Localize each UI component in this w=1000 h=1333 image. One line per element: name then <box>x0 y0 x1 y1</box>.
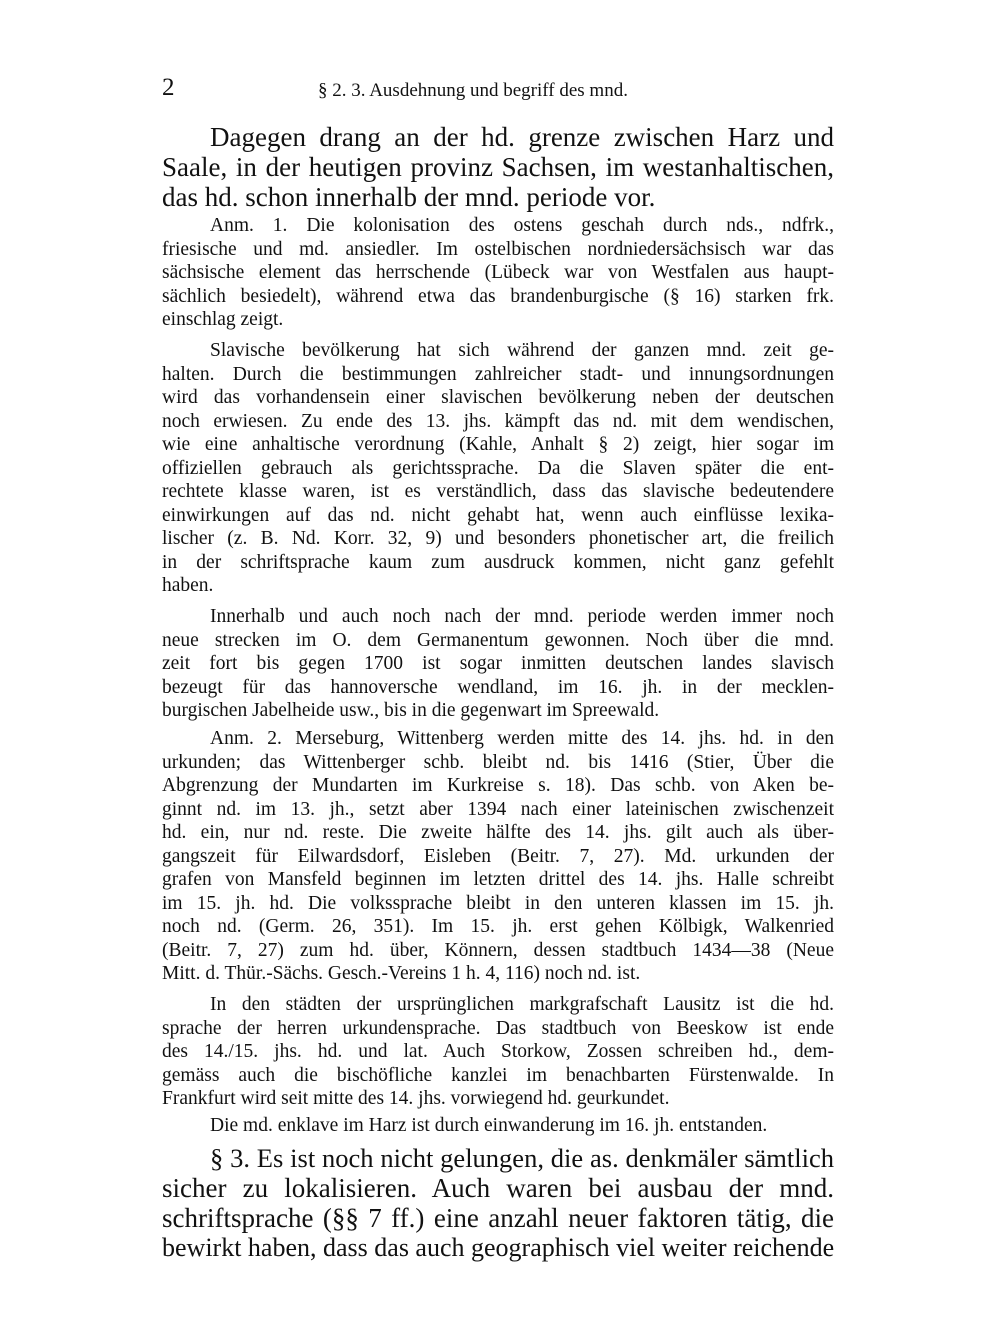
text-line: Saale, in der heutigen provinz Sachsen, im westanhaltischen, <box>162 152 834 182</box>
text-line: einschlag zeigt. <box>162 309 284 330</box>
text-line: schriftsprache (§§ 7 ff.) eine anzahl neuer faktoren tätig, die <box>162 1203 834 1233</box>
note-anm-2 <box>162 727 834 986</box>
paragraph-intro <box>162 122 834 212</box>
text-line: haben. <box>162 575 214 596</box>
text-line: rechtete klasse waren, ist es verständlich, dass das slavische bedeutendere <box>162 481 834 502</box>
text-line: gangszeit für Eilwardsdorf, Eisleben (Beitr. 7, 27). Md. urkunden der <box>162 845 834 867</box>
text-line: offiziellen gebrauch als gerichtssprache. Da die Slaven später die ent- <box>162 457 834 479</box>
text-line: wie eine anhaltische verordnung (Kahle, Anhalt § 2) zeigt, hier sogar im <box>162 434 834 455</box>
text-line: § 3. Es ist noch nicht gelungen, die as. denkmäler sämtlich <box>210 1143 834 1173</box>
text-line: Frankfurt wird seit mitte des 14. jhs. vorwiegend hd. geurkundet. <box>162 1088 670 1109</box>
text-line: Anm. 1. Die kolonisation des ostens geschah durch nds., ndfrk., <box>210 215 834 236</box>
text-line: (Beitr. 7, 27) zum hd. über, Könnern, dessen stadtbuch 1434—38 (Neue <box>162 939 834 961</box>
text-line: bewirkt haben, dass das auch geographisch viel weiter reichende <box>162 1233 834 1262</box>
text-line: Mitt. d. Thür.-Sächs. Gesch.-Vereins 1 h. 4, 116) noch nd. ist. <box>162 963 641 984</box>
text-line: sicher zu lokalisieren. Auch waren bei ausbau der mnd. <box>162 1173 834 1203</box>
text-line: in der schriftsprache kaum zum ausdruck kommen, nicht ganz gefehlt <box>162 551 834 573</box>
note-anm-1 <box>162 214 834 332</box>
text-line: bezeugt für das hannoversche wendland, im 16. jh. in der mecklen- <box>162 676 834 698</box>
text-line: Dagegen drang an der hd. grenze zwischen Harz und <box>210 122 834 152</box>
text-line: Slavische bevölkerung hat sich während der ganzen mnd. zeit ge- <box>210 340 834 361</box>
text-line: zeit fort bis gegen 1700 ist sogar inmitten deutschen landes slavisch <box>162 653 834 674</box>
text-line: Abgrenzung der Mundarten im Kurkreise s. 18). Das schb. von Aken be- <box>162 775 834 796</box>
section-3 <box>162 1143 834 1263</box>
text-line: hd. ein, nur nd. reste. Die zweite hälfte des 14. jhs. gilt auch als über- <box>162 822 834 843</box>
paragraph-lausitz <box>162 993 834 1111</box>
text-line: sprache der herren urkundensprache. Das stadtbuch von Beeskow ist ende <box>162 1017 834 1039</box>
text-line: Die md. enklave im Harz ist durch einwanderung im 16. jh. entstanden. <box>210 1115 768 1136</box>
text-line: im 15. jh. hd. Die volkssprache bleibt in den unteren klassen im 15. jh. <box>162 892 834 914</box>
page-number: 2 <box>162 74 175 101</box>
text-line: sächsische element das herrschende (Lübeck war von Westfalen aus haupt- <box>162 262 834 283</box>
text-line: halten. Durch die bestimmungen zahlreicher stadt- und innungsordnungen <box>162 363 834 385</box>
text-line: einwirkungen auf das nd. nicht gehabt hat, wenn auch einflüsse lexika- <box>162 504 834 526</box>
text-line: gemäss auch die bischöfliche kanzlei im benachbarten Fürstenwalde. In <box>162 1064 834 1086</box>
text-line: des 14./15. jhs. hd. und lat. Auch Storkow, Zossen schreiben hd., dem- <box>162 1041 834 1062</box>
text-line: friesische und md. ansiedler. Im ostelbischen nordniedersächsisch war das <box>162 238 834 260</box>
text-line: burgischen Jabelheide usw., bis in die gegenwart im Spreewald. <box>162 700 660 721</box>
text-line: ginnt nd. im 13. jh., setzt aber 1394 nach einer lateinischen zwischenzeit <box>162 798 834 820</box>
paragraph-enklave <box>162 1114 834 1138</box>
text-line: wird das vorhandensein einer slavischen bevölkerung neben der deutschen <box>162 387 834 408</box>
text-line: neue strecken im O. dem Germanentum gewonnen. Noch über die mnd. <box>162 629 834 651</box>
text-line: lischer (z. B. Nd. Korr. 32, 9) und besonders phonetischer art, die freilich <box>162 528 834 549</box>
text-line: In den städten der ursprünglichen markgrafschaft Lausitz ist die hd. <box>210 994 834 1015</box>
text-line: noch erwiesen. Zu ende des 13. jhs. kämpft das nd. mit dem wendischen, <box>162 410 834 432</box>
text-line: das hd. schon innerhalb der mnd. periode vor. <box>162 182 656 212</box>
text-line: Anm. 2. Merseburg, Wittenberg werden mitte des 14. jhs. hd. in den <box>210 728 834 749</box>
paragraph-innerhalb <box>162 605 834 723</box>
text-line: urkunden; das Wittenberger schb. bleibt nd. bis 1416 (Stier, Über die <box>162 751 834 773</box>
text-line: grafen von Mansfeld beginnen im letzten drittel des 14. jhs. Halle schreibt <box>162 869 834 890</box>
text-line: sächlich besiedelt), während etwa das brandenburgische (§ 16) starken frk. <box>162 285 834 307</box>
text-line: Innerhalb und auch noch nach der mnd. periode werden immer noch <box>210 606 834 627</box>
paragraph-slavische <box>162 339 834 598</box>
text-line: noch nd. (Germ. 26, 351). Im 15. jh. erst gehen Kölbigk, Walkenried <box>162 916 834 937</box>
running-head: § 2. 3. Ausdehnung und begriff des mnd. <box>318 80 628 101</box>
